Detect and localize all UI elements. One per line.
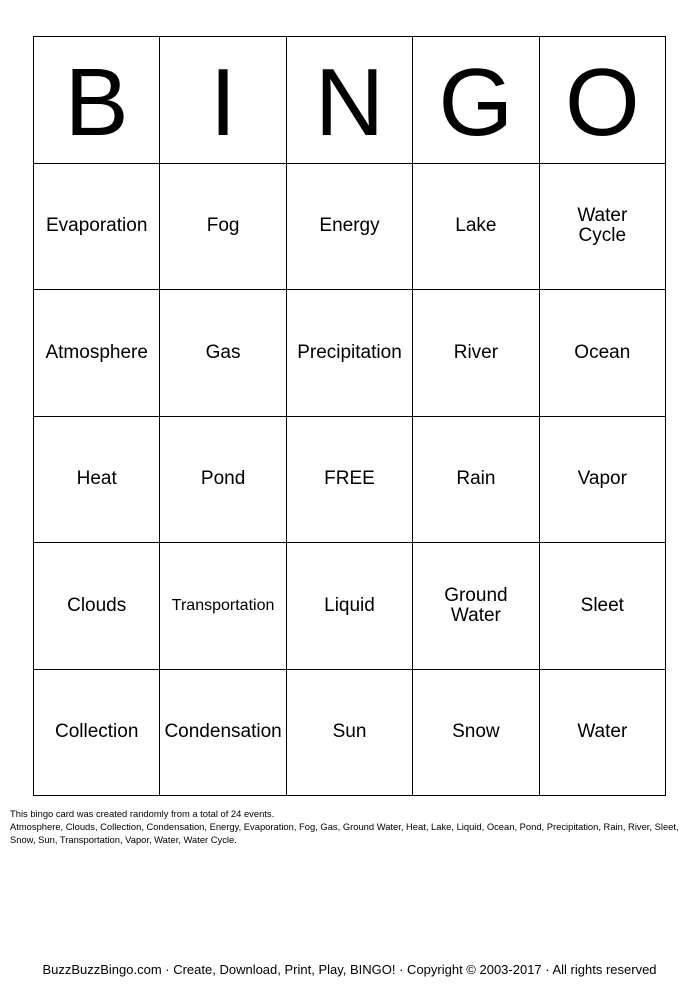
bingo-cell (34, 164, 160, 291)
bingo-cell-label: Water Cycle (577, 205, 628, 247)
header-letter-b: B (34, 37, 160, 164)
bingo-cell (540, 164, 666, 291)
bingo-cell (34, 543, 160, 670)
bingo-cell (160, 670, 286, 797)
bingo-cell (413, 164, 539, 291)
bingo-cell-label: Sun (332, 721, 367, 743)
bingo-cell-label: Evaporation (45, 215, 148, 237)
bingo-cell-label: Pond (200, 468, 246, 490)
card-info (10, 807, 690, 846)
bingo-cell-label: Vapor (577, 468, 627, 490)
free-space-label: FREE (324, 468, 375, 490)
bingo-cell (34, 670, 160, 797)
header-letter-o: O (540, 37, 666, 164)
bingo-cell (34, 417, 160, 544)
bingo-cell-label: Fog (206, 215, 240, 237)
bingo-cell-label: Precipitation (297, 341, 402, 363)
header-letter-g: G (413, 37, 539, 164)
bingo-cell-label: Collection (54, 721, 139, 743)
bingo-cell (287, 670, 413, 797)
bingo-cell (540, 543, 666, 670)
card-info-summary: This bingo card was created randomly from a total of 24 events. (10, 808, 275, 819)
bingo-cell (160, 164, 286, 291)
bingo-cell (160, 543, 286, 670)
bingo-cell-label: Transportation (171, 596, 275, 614)
page-footer: BuzzBuzzBingo.com · Create, Download, Print, Play, BINGO! · Copyright © 2003-2017 · All rights reserved (42, 962, 657, 977)
bingo-cell-label: Rain (456, 468, 496, 490)
header-letter-n: N (287, 37, 413, 164)
bingo-cell-label: Ocean (574, 341, 631, 363)
bingo-cell-label: Ground Water (444, 584, 508, 626)
bingo-cell (540, 417, 666, 544)
bingo-cell-label: River (453, 341, 499, 363)
bingo-cell (287, 290, 413, 417)
bingo-cell (413, 543, 539, 670)
bingo-cell-label: Snow (452, 721, 500, 743)
bingo-cell (34, 290, 160, 417)
bingo-cell-label: Lake (455, 215, 497, 237)
bingo-cell-label: Sleet (580, 594, 624, 616)
bingo-cell-label: Water (577, 721, 628, 743)
bingo-cell (160, 417, 286, 544)
bingo-cell (287, 164, 413, 291)
bingo-cell-label: Gas (205, 341, 241, 363)
bingo-cell-label: Energy (319, 215, 380, 237)
bingo-cell (160, 290, 286, 417)
bingo-cell (540, 290, 666, 417)
bingo-cell-label: Clouds (67, 594, 127, 616)
bingo-cell (413, 670, 539, 797)
bingo-cell-label: Liquid (324, 594, 375, 616)
header-letter-i: I (160, 37, 286, 164)
bingo-cell (287, 543, 413, 670)
bingo-cell-label: Atmosphere (45, 341, 148, 363)
bingo-card (33, 36, 666, 796)
card-events-list: Atmosphere, Clouds, Collection, Condensation, Energy, Evaporation, Fog, Gas, Ground Water, Heat, Lake, Liquid, Ocean, Pond, Precipitation, Rain, River, Sleet, Snow, Sun, Transportation, Vapor, Water, Water Cycle. (10, 821, 679, 845)
bingo-cell (540, 670, 666, 797)
bingo-cell-label: Condensation (164, 721, 282, 743)
bingo-cell (413, 290, 539, 417)
bingo-cell (413, 417, 539, 544)
free-space-cell (287, 417, 413, 544)
bingo-cell-label: Heat (76, 468, 117, 490)
